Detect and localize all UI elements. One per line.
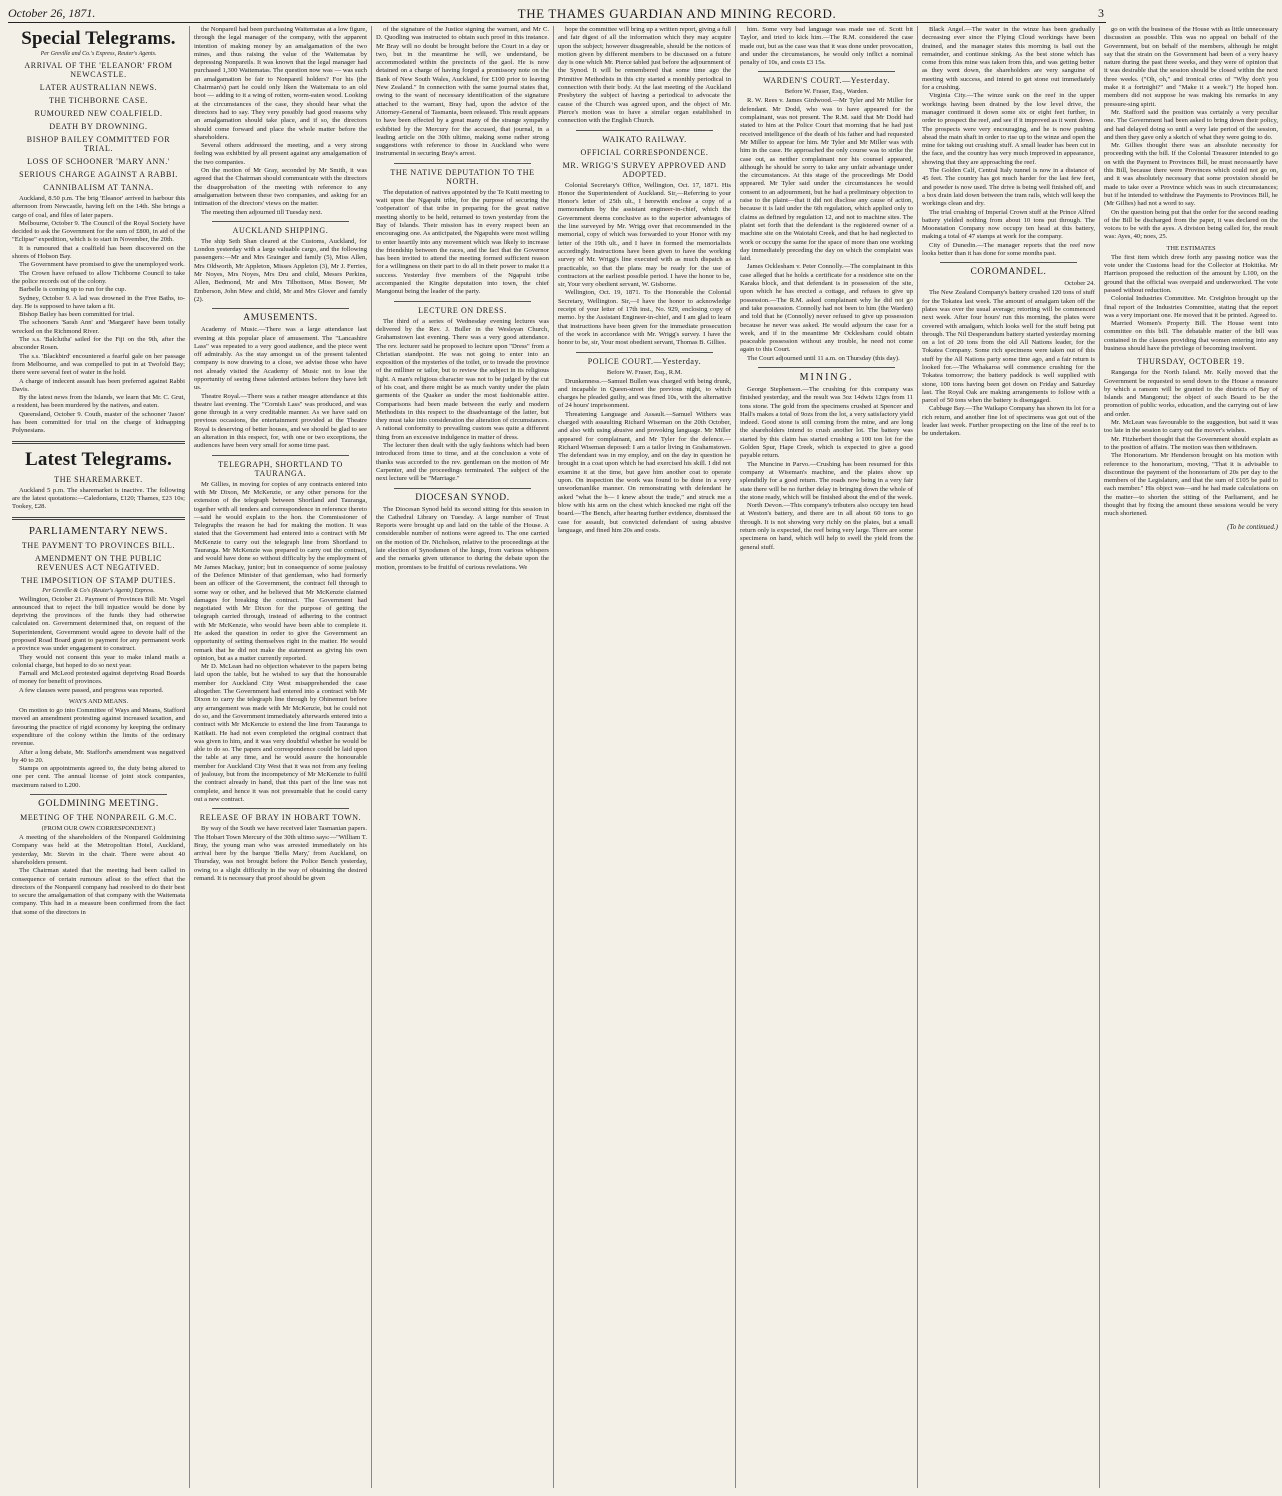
article-paragraph: Melbourne, October 9. The Council of the Royal Society have decided to ask the Government for the sum of £800, in aid of the "Eclipse" expedition, which is to start in November, the 20th. — [12, 219, 185, 244]
article-paragraph: Mr. McLean was favourable to the suggestion, but said it was too late in the session to carry out the mover's wishes. — [1104, 419, 1278, 435]
newspaper-title: THE THAMES GUARDIAN AND MINING RECORD. — [517, 6, 837, 21]
divider — [394, 488, 531, 489]
article-paragraph: It is rumoured that a coalfield has been discovered on the shores of Hobson Bay. — [12, 244, 185, 261]
divider — [576, 130, 713, 131]
article-paragraph: The s.s. 'Blackbird' encountered a fearful gale on her passage from Melbourne, and was compelled to put in at Twofold Bay; there were several feet of water in the hold. — [12, 352, 185, 377]
mining-heading: MINING. — [799, 371, 854, 383]
article-paragraph: They would not consent this year to make inland mails a colonial charge, but hoped to do so next year. — [12, 653, 185, 669]
subheading: LATER AUSTRALIAN NEWS. — [39, 83, 158, 92]
article-paragraph: The Crown have refused to allow Tichborne Council to take the police records out of the colony. — [12, 269, 185, 285]
column-1 — [8, 26, 190, 1488]
column-3 — [372, 26, 554, 1488]
article-paragraph: Academy of Music.—There was a large attendance last evening at this popular place of amusement. The "Lancashire Lass" was repeated to a very good audience, and the piece went off admirably. As the stay amongst us of the present talented company is now drawing to a close, we advise those who have not already visited the Academy of Music not to lose the opportunity of seeing these talented artistes before they have left us. — [194, 326, 367, 392]
article-paragraph: The third of a series of Wednesday evening lectures was delivered by the Rev. J. Buller in the Wesleyan Church, Grahamstown last evening. There was a very good attendance. The rev. lecturer said he proposed to lecture upon "Dress" from a Christian standpoint. He was not going to enter into an exposition of the mysteries of the toilet, or to invade the province of the milliner or tailor, but to review the subject in its religious light. A man's religious character was not to be judged by the cut of his coat, and there might be as much vanity under the plain garments of the Quaker as under the most fashionable attire. Comparisons had been made between the early and modern Methodists in this respect to the disadvantage of the latter, but they must take into consideration the alteration of circumstances. A rational conformity to prevailing custom was quite a different thing from an excessive indulgence in matter of dress. — [376, 317, 549, 441]
article-paragraph: The Court adjourned until 11 a.m. on Thursday (this day). — [747, 354, 900, 362]
article-paragraph: Mr. Fitzherbert thought that the Government should explain as to the position of affairs. The motion was then withdrawn. — [1104, 435, 1278, 451]
article-paragraph: The deputation of natives appointed by the Te Kuiti meeting to wait upon the Ngapuhi tribe, for the purpose of securing the 'coöperation' of that tribe in preparing for the great native meeting shortly to be held, returned to town yesterday from the Bay of Islands. Their mission has in every respect been an encouraging one. As anticipated, the Ngapuhis were most willing to enter heartily into any movement which was likely to increase the friendship between the races, and the fact that the Governor has been invited to attend the meeting formed sufficient reason for a willingness on their part to do all in their power to make it a success. Yesterday five members of the Ngapuhi tribe accompanied the Kingite deputation into town, the chief Mangonui being the leader of the party. — [376, 188, 549, 296]
columns — [8, 26, 1278, 1488]
goldmining-heading: GOLDMINING MEETING. — [38, 799, 159, 810]
article-paragraph: The Honorarium. Mr Henderson brought on his motion with reference to the honorarium, moving, "That it is advisable to discontinue the payment of the honorarium of 20s per day to the members of the Legislature, and that the sum of £105 be paid to each member." His object was—and he had made calculations on the matter—to shorten the sitting of the Parliament, and he thought that by fixing the amount these sessions would be very much shortened. — [1104, 452, 1278, 518]
article-paragraph: The Diocesan Synod held its second sitting for this session in the Cathedral Library on Tuesday. A large number of Trust Reports were brought up and laid on the table of the House. A considerable number of notions were agreed to. The one carried on the motion of Dr. Nicholson, relative to the proceedings at the late election of Synodsmen of the lungs, from various whispers and the remarks given utterance to during the debate upon the motion, promises to be fruitful of curious revelations. We — [376, 505, 549, 571]
article-paragraph: Cabbage Bay.—The Waikapo Company has shown its lot for a rich return, and another fine lot of specimens was got out of the leader last week. Further prospecting on the line of the reef is to be undertaken. — [922, 405, 1095, 438]
continued-note: (To be continued.) — [1227, 522, 1278, 531]
article-paragraph: Wellington, Oct. 19, 1871. To the Honorable the Colonial Secretary, Wellington. Sir,—I have the honor to acknowledge receipt of your letter of 17th inst., No. 929, enclosing copy of memo. by the Assistant Engineer-in-chief, and I am glad to learn that instructions have been given for the immediate prosecution of the work in accordance with Mr. Wrigg's survey. I have the honor to be, sir, Your most obedient servant, Thomas B. Gillies. — [558, 289, 731, 347]
subheading: BISHOP BAILEY COMMITTED FOR TRIAL. — [26, 135, 171, 153]
column-6 — [918, 26, 1100, 1488]
subheading: Before W. Fraser, Esq., Warden. — [784, 88, 869, 96]
article-paragraph: the Nonpareil had been purchasing Waitematas at a low figure, through the legal manager of the company, with the apparent intention of making money by an amalgamation of the two mines, and thus raising the value of the Waitematas by depressing Nonpareils. It was known that the legal manager had purchased 1,300 Waitematas. The question now was — was such an amalgamation be fair to Nonpareil holders? For his (the Chairman's) part he could only liken the Waitemata to an old boot — adding to it a wing of rotten, worm-eaten wood. Looking at the circumstances of the case, they should hear what the directors had to say. They very possibly had good reasons why an amalgamation should take place, and if so, the directors should come forward and place the whole matter before the shareholders. — [194, 26, 367, 141]
article-paragraph: The trial crushing of Imperial Crown stuff at the Prince Alfred battery yielded nothing from about 10 tons put through. The Moonstation Company now occupy ten head at this battery, making a total of 47 stamps at work for the company. — [922, 208, 1095, 241]
parliamentary-news-heading: PARLIAMENTARY NEWS. — [28, 524, 169, 537]
article-paragraph: Colonial Secretary's Office, Wellington, Oct. 17, 1871. His Honor the Superintendent of Auckland. Sir,—Referring to your Honor's letter of 25th ult., I herewith enclose a copy of a memorandum by the assistant engineer-in-chief, which the Government deems conclusive as to the superior advantages of the line surveyed by Mr. Wrigg over that recommended in the memorial, copy of which was forwarded to your Honor with my letter of the 19th ult., and I have in formed the memorialists accordingly. Instructions have been given to have the working survey of Mr. Wrigg's line executed with as much dispatch as practicable, so that the plans may be ready for the use of contractors at the earliest possible period. I have the honor to be, sir, Your very obedient servant, W. Gisborne. — [558, 181, 731, 289]
subheading: THE IMPOSITION OF STAMP DUTIES. — [21, 575, 176, 585]
latest-telegrams-heading: Latest Telegrams. — [25, 448, 172, 470]
article-paragraph: Virginia City.—The winze sunk on the reef in the upper workings having been drained by the low level drive, the manager continued it down some six or eight feet further, in order to prospect the reef, and see if it improved as it went down. The prospects were very encouraging, and he is now pushing ahead the main shaft in order to rise up to the winze and open the mine for taking out crushing stuff. A small leader has been cut in the face, and the country has very much improved in appearance, showing that they are approaching the reef. — [922, 92, 1095, 166]
article-paragraph: hope the committee will bring up a written report, giving a full and fair digest of all the information which they may acquire upon the subject; however disagreeable, should be the notices of motion given by different members to be discussed on a future day is one which Mr. Pierce tabled just before the adjournment of the Synod. It will be remembered that some time ago the Primitive Methodists in this city started a monthly periodical in connection with their body. At the last meeting of the Auckland Presbytery the subject of having a periodical to advocate the cause of the Church was agreed upon, and the object of Mr. Pierce's motion was to have a similar organ established in connection with the English Church. — [558, 26, 731, 125]
column-2 — [190, 26, 372, 1488]
dateline: October 24. — [1064, 280, 1095, 288]
subheading: THE SHAREMARKET. — [54, 474, 143, 484]
article-paragraph: Married Women's Property Bill. The House went into committee on this bill. The debatable matter of the bill was contained in the clauses providing that women entering into any business should have the privilege of becoming insolvent. — [1104, 320, 1278, 352]
article-paragraph: Bishop Bailey has been committed for trial. — [19, 311, 135, 319]
divider — [940, 262, 1077, 263]
column-4 — [554, 26, 736, 1488]
article-paragraph: Mr. Gillies thought there was an absolute necessity for proceeding with the bill. If the Colonial Treasurer intended to go on with the Payment to Provinces Bill, he must necessarily have this Bill, because there were Provinces which could not go on, and it was absolutely necessary that some provision should be made to take over a Province which was in such circumstances; but if he intended to withdraw the Payments to Provinces Bill, he (Mr Gillies) had not a word to say. — [1104, 142, 1278, 208]
article-paragraph: Threatening Language and Assault.—Samuel Withers was charged with assaulting Richard Wiseman on the 20th October, and also with using abusive and provoking language. Mr Miller appeared for complainant, and Mr Tyler for the defence.—Richard Wiseman deposed: I am a tailor living in Grahamstown. The defendant was in my employ, and on the day in question he brought in a coat upon which he had exercised his skill. I did not examine it at the time, but gave him another coat to operate upon. On inspection the work was found to be done in a very unworkmanlike manner. On remonstrating with defendant he asked "what the h— I knew about the trade," and struck me a blow with his arm on the chest which knocked me right off the board.—The Bench, after hearing further evidence, dismissed the case for assault, but convicted defendant of using abusive language, and fined him 20s and costs. — [558, 410, 731, 534]
article-paragraph: Farnall and McLeod protested against depriving Road Boards of money for benefit of provinces. — [12, 670, 185, 686]
divider — [758, 71, 895, 72]
divider — [576, 352, 713, 353]
subheading: DEATH BY DROWNING. — [49, 122, 148, 131]
article-paragraph: go on with the business of the House with as little unnecessary discussion as possible. This was no appeal on behalf of the Government, but on behalf of the members, although he might say that the strain on the Government had been of a very heavy nature during the past three weeks, and they were of opinion that it was desirable that the session should be closed within the next three weeks. ("Oh, oh," and ironical cries of "Why don't you make it a fortnight?" and "Make it a week.") He hoped hon. members did not suppose he was making his remarks in any pressure-sing spirit. — [1104, 26, 1278, 108]
article-paragraph: On the question being put that the order for the second reading of the Bill be discharged from the paper, it was declared on the voices to be with the ayes. A division being called for, the result was: Ayes, 40; noes, 25. — [1104, 208, 1278, 241]
issue-date: October 26, 1871. — [8, 6, 96, 20]
article-paragraph: Black Angel.—The water in the winze has been gradually decreasing ever since the Flying Cloud workings have been drained, and the manager states this morning is bail out the remainder, and continue sinking. As the best stone which has come from this mine was taken from this, and was getting better as they went down, the shareholders are very sanguine of meeting with success, and intend to get stone out immediately for a crushing. — [922, 26, 1095, 92]
divider — [12, 441, 185, 444]
subheading: THE TICHBORNE CASE. — [48, 96, 149, 105]
subheading: MEETING OF THE NONPAREIL G.M.C. — [20, 813, 177, 823]
coromandel-heading: COROMANDEL. — [970, 267, 1047, 278]
agency-line: Per Greville and Co.'s Express, Reuter's Agents. — [40, 51, 157, 57]
subheading: THE PAYMENT TO PROVINCES BILL. — [21, 540, 176, 550]
article-paragraph: Drunkenness.—Samuel Bullen was charged with being drunk, and incapable in Queen-street the previous night, to which charges he pleaded guilty, and was fined 10s, with the alternative of 24 hours' imprisonment. — [558, 377, 731, 410]
article-paragraph: On motion to go into Committee of Ways and Means, Stafford moved an amendment protesting against increased taxation, and favouring the practice of rigid economy by keeping the ordinary expenditure of the colony within the limits of the ordinary revenue. — [12, 707, 185, 748]
article-paragraph: Sydney, October 9. A lad was drowned in the Free Baths, to-day. He is supposed to have taken a fit. — [12, 294, 185, 310]
article-paragraph: Colonial Industries Committee. Mr. Creighton brought up the final report of the Industries Committee, stating that the report was a very important one. He moved that it be printed. Agreed to. — [1104, 295, 1278, 319]
subheading: RUMOURED NEW COALFIELD. — [34, 109, 163, 118]
waikato-heading: WAIKATO RAILWAY. — [602, 134, 687, 144]
subheading: AMENDMENT ON THE PUBLIC REVENUES ACT NEGATIVED. — [34, 553, 163, 572]
subheading: LOSS OF SCHOONER 'MARY ANN.' — [27, 157, 170, 166]
article-paragraph: North Devon.—This company's tributers also occupy ten head at Weston's battery, and there are in all about 60 tons to go through. It is not showing very richly on the plates, but a small return only is expected, the reef being very large. There are some specimens on hand, which will help to swell the yield from the general stuff. — [740, 502, 913, 551]
article-paragraph: Auckland 5 p.m. The sharemarket is inactive. The following are the latest quotations:—Caledonians, £120; Thames, £23 10s; Tookey, £28. — [12, 486, 185, 511]
article-paragraph: R. W. Rees v. James Girdwood.—Mr Tyler and Mr Miller for defendant. Mr Dodd, who was to have appeared for the complainant, was not present. The R.M. said that Mr Dodd had stated to him at the Police Court that morning that he had just received intelligence of the death of his father and had requested Mr Miller to appear for him. Mr Tyler and Mr Miller was with him in the case. He approached the only course was to strike the case out, as neither complainant nor his counsel appeared, although he should be sorry to take any unfair advantage under the circumstances. At this stage of the proceedings Mr Dodd appeared. Mr Tyler said under the circumstances he would consent to an adjournment, but he had a preliminary objection to raise to the plaint—that it did not disclose any cause of action, because it is laid under the 6th regulation, which applied only to claims as defined by regulation 12, and not to machine sites. The plaint set forth that the defendant is the registered owner of a machine site on the Waiotahi Creek, and that he had neglected to work or occupy the same for the space of more than one working day immediately preceding the day on which the complaint was laid. — [740, 97, 913, 263]
subheading: CANNIBALISM AT TANNA. — [43, 183, 154, 192]
article-paragraph: him. Some very bad language was made use of. Scott bit Taylor, and tried to kick him.—The R.M. considered the case made out, but as the case was that it was done under provocation, and under the circumstances, he would only inflict a nominal penalty of 10s, and costs £3 15s. — [740, 26, 913, 67]
article-paragraph: Mr Gillies, in moving for copies of any contracts entered into with Mr Dixon, Mr McKenzie, or any other persons for the extension of the telegraph between Shortland and Tauranga, together with all tenders and correspondence in reference thereto—said he would explain to the hon. the Commissioner of Telegraphs the reason he had for making the motion. It was stated that the Government had entered into a contract with Mr McKenzie to carry out the telegraph line from Shortland to Tauranga. Mr McKenzie was prepared to carry out the contract, and would have done so without difficulty by the employment of Mr James Mackay, junior; but in consequence of some jealousy of the Defence Minister of that gentleman, who had formerly been an officer of the Government, the contract fell through to some way or other, and he believed that Mr McKenzie claimed damages for breaking the contract. The Government had negotiated with Mr Dixon for the purpose of getting the telegraph carried through, instead of adhering to the contract with Mr McKenzie, who would have been able to complete it. He asked the question in order to give the Government an opportunity of setting themselves right in the matter. He would remark that he did not make the statement as giving his own opinion, but as a matter currently reported. — [194, 480, 367, 662]
article-paragraph: George Stephenson.—The crushing for this company was finished yesterday, and the result was 3oz 14dwts 12grs from 11 tons stone. The gold from the specimens crushed at Spencer and Hall's makes a total of 9ozs from the lot, a very satisfactory yield indeed. Good stone is still coming from the mine, and are long the shareholders intend to crush another lot. The battery was started by this claim has started crushing a 100 ton lot for the Golden Spur, Hape Creek, which is expected to give a good payable return. — [740, 385, 913, 460]
subheading: ARRIVAL OF THE 'ELEANOR' FROM NEWCASTLE. — [24, 61, 173, 79]
thursday-heading: THURSDAY, OCTOBER 19. — [1137, 357, 1245, 367]
article-paragraph: By the latest news from the Islands, we learn that Mr. C. Grut, a resident, has been murdered by the natives, and eaten. — [12, 394, 185, 410]
wardens-court-heading: WARDEN'S COURT.—Yesterday. — [763, 76, 890, 86]
special-telegrams-heading: Special Telegrams. — [21, 28, 176, 49]
subheading: OFFICIAL CORRESPONDENCE. — [580, 147, 709, 157]
article-paragraph: The lecturer then dealt with the ugly fashions which had been introduced from time to time, and at the conclusion a vote of thanks was accorded to the rev. gentleman on the motion of Mr Carpenter, and the proceedings terminated. The subject of the next lecture will be "Marriage." — [376, 442, 549, 483]
agency-line: Per Greville & Co's (Reuter's Agents) Express. — [42, 587, 155, 594]
article-paragraph: The ship Seth Shan cleared at the Customs, Auckland, for London yesterday with a large valuable cargo, and the following passengers:—Mr and Mrs Grainger and family (5), Miss Allen, Mrs Oldworth, Mr Appleton, Misses Appleton (3), Mr J. Ferries, Mr Noyes, Mrs Noyes, Mrs Dru and child, Messrs Perkins, Allen, Bedmond, Mr and Mrs Tilbottson, Miss Bower, Mr Emberson, John Mew and child, Mr and Mrs Glover and family (2). — [194, 237, 367, 303]
divider — [394, 163, 531, 164]
column-5 — [736, 26, 918, 1488]
article-paragraph: Ranganga for the North Island. Mr. Kelly moved that the Government be requested to send down to the House a measure by which a ransom will be granted to the districts of Bay of Islands and Mangonui; the object of such Board to be the promotion of public works, education, and the carrying out of law and order. — [1104, 369, 1278, 418]
article-paragraph: A few clauses were passed, and progress was reported. — [19, 686, 164, 694]
divider — [212, 808, 349, 809]
article-paragraph: A charge of indecent assault has been preferred against Rabbi Davis. — [12, 377, 185, 393]
article-paragraph: After a long debate, Mr. Stafford's amendment was negatived by 40 to 20. — [12, 748, 185, 764]
police-court-heading: POLICE COURT.—Yesterday. — [587, 356, 702, 366]
article-paragraph: The s.s. 'Balclutha' sailed for the Fiji on the 9th, after the absconder Rosen. — [12, 336, 185, 352]
telegraph-heading: TELEGRAPH, SHORTLAND TO TAURANGA. — [218, 459, 343, 478]
article-paragraph: Mr. Stafford said the position was certainly a very peculiar one. The Government had been asked to bring down their policy, and had delayed doing so until a very late period of the session, and then they gave only a sketch of what they were going to do. — [1104, 108, 1278, 141]
article-paragraph: The Muncine in Parvo.—Crushing has been resumed for this company at Wiseman's machine, and the plates show up splendidly for a good return. The roads now being in a very fair state there will be no further delay in bringing down the whole of the stone ready, which will be finished about the end of the week. — [740, 460, 913, 501]
subheading: THE ESTIMATES — [1166, 244, 1216, 252]
article-paragraph: Theatre Royal.—There was a rather meagre attendance at this theatre last evening. The "Cornish Lass" was produced, and was gone through in a very creditable manner. As we have said on previous occasions, the entertainment provided at the Theatre Royal is deserving of better houses, and we should be glad to see an alteration in this respect, for, with one or two exceptions, the audiences have been very small for some time past. — [194, 392, 367, 450]
article-paragraph: Stamps on appointments agreed to, the duty being altered to one per cent. The annual license of joint stock companies, maximum raised to L200. — [12, 765, 185, 789]
amusements-heading: AMUSEMENTS. — [243, 313, 318, 324]
subheading: SERIOUS CHARGE AGAINST A RABBI. — [19, 170, 178, 179]
article-paragraph: City of Dunedin.—The manager reports that the reef now looks better than it has done for some months past. — [922, 241, 1095, 258]
article-paragraph: Wellington, October 21. Payment of Provinces Bill: Mr. Vogel announced that to reject the bill injustice would be done by depriving the provinces of the funds they had otherwise calculated on. Government determined that, on request of the Superintendent, Government would agree to devote half of the proposed Road Board grant to payment for any permanent work a province was under engagement to construct. — [12, 595, 185, 653]
article-paragraph: Queensland, October 9. Couth, master of the schooner 'Jason' has been committed for trial on the charge of kidnapping Polynesians. — [12, 410, 185, 435]
page-number: 3 — [1098, 6, 1104, 20]
article-paragraph: The Government have promised to give the unemployed work. — [19, 261, 185, 269]
divider — [394, 301, 531, 302]
article-paragraph: James Ocklesham v. Peter Connolly.—The complainant in this case alleged that he holds a certificate for a residence site on the Karaka block, and that defendant is in possession of the site, upon which he has erected a cottage, and refuses to give up possession.—The R.M. asked complainant why he did not go and take possession. Connolly had not been to him (the Warden) and told that he (Connolly) never refused to give up possession because he never was asked. He would adjourn the case for a week, and if in the meantime Mr Ocklesham could obtain peaceable possession without any trouble, he need not come again to this Court. — [740, 263, 913, 354]
article-paragraph: Several others addressed the meeting, and a very strong feeling was exhibited by all present against any amalgamation of the two companies. — [194, 142, 367, 166]
native-deputation-heading: THE NATIVE DEPUTATION TO THE NORTH. — [390, 167, 535, 186]
article-paragraph: On the motion of Mr Gray, seconded by Mr Smith, it was agreed that the Chairman should communicate with the directors the disapprobation of the meeting with reference to any amalgamation between these two companies, and asking for an intimation of the directors' views on the matter. — [194, 167, 367, 208]
bray-heading: RELEASE OF BRAY IN HOBART TOWN. — [199, 813, 362, 823]
divider — [212, 221, 349, 222]
divider — [212, 455, 349, 456]
article-paragraph: By way of the South we have received later Tasmanian papers. The Hobart Town Mercury of the 30th ultimo says:—"William T. Bray, the young man who was arrested immediately on his arrival here by the barque 'Bella Mary,' from Auckland, on Thursday, was not brought before the Police Bench yesterday, owing to a slight difficulty in the way of obtaining the desired remand. It is necessary that proof should be given — [194, 825, 367, 883]
article-paragraph: The schooners 'Sarah Ann' and 'Margaret' have been totally wrecked on the Richmond River. — [12, 319, 185, 335]
subheading: Before W. Fraser, Esq., R.M. — [606, 368, 683, 376]
column-7 — [1100, 26, 1282, 1488]
divider — [212, 308, 349, 309]
divider — [12, 517, 185, 520]
article-paragraph: Barbelle is coming up to run for the cup. — [19, 286, 127, 294]
subheading: WAYS AND MEANS. — [68, 698, 129, 706]
article-paragraph: The New Zealand Company's battery crushed 120 tons of stuff for the Tokatea last week. The amount of amalgam taken off the plates was over the usual average; retorting will be commenced next week. After four hours' run this morning, the plates were covered with amalgam, which looks well for the stuff being put through. The Nil Desperandum battery started yesterday morning on a lot of 20 tons from the old All Nations leader, for the Tokatea Company. Some rich specimens were taken out of this stuff by the All Nations party some time ago, and a fair return is looked for.—The Whakaroa will commence crushing for the Tokatea tomorrow; the battery paddock is well supplied with stone, 100 tons having been got down on Friday and Saturday last. The Royal Oak are making arrangements to follow with a parcel of 50 tons when the battery is disengaged. — [922, 289, 1095, 405]
divider — [30, 794, 167, 795]
lecture-heading: LECTURE ON DRESS. — [418, 305, 507, 315]
article-paragraph: of the signature of the Justice signing the warrant, and Mr C. D. Quodling was instructed to obtain such proof in this instance. Mr Bray will no doubt be brought before the Court in a day or two, but in the meantime he will, we understand, be accommodated within the precincts of the gaol. He is now detained on a charge of having forged a promissory note on the Bank of New South Wales, Auckland, for £100 prior to leaving New Zealand." In connection with the same journal states that, owing to the want of necessary identification of the signature attached to the warrant, Bray had, upon the advice of the Attorney-General of Tasmania, been released. This result appears to have been effected by a great many of the strange sympathy exhibited by the Mercury for the accused, that journal, in a leading article on the 30th ultimo, making some rather strong suggestions with reference to those in Auckland who were instrumental in securing Bray's arrest. — [376, 26, 549, 158]
article-paragraph: The Chairman stated that the meeting had been called in consequence of certain rumours afloat to the effect that the directors of the Nonpareil company had resolved to do their best to secure the amalgamation of that company with the Waitemata company. This had in a measure been confirmed from the fact that some of the directors in — [12, 867, 185, 916]
article-paragraph: The Golden Calf, Central Italy tunnel is now in a distance of 45 feet. The country has got much harder for the last few feet, and powder is now used. The drive is being well finished off, and a box drain laid down between the tram rails, which will keep the workings clean and dry. — [922, 167, 1095, 208]
subheading: MR. WRIGG'S SURVEY APPROVED AND ADOPTED. — [562, 160, 727, 179]
article-paragraph: The first item which drew forth any passing notice was the vote under the Customs head for the Collector at Hokitika. Mr Harrison proposed the reduction of the amount by L100, on the ground that the official was overpaid and underworked. The vote passed without reduction. — [1104, 253, 1278, 294]
synod-heading: DIOCESAN SYNOD. — [415, 492, 510, 503]
shipping-heading: AUCKLAND SHIPPING. — [232, 225, 329, 235]
article-paragraph: Auckland, 8.50 p.m. The brig 'Eleanor' arrived in harbour this afternoon from Newcastle, having left on the 14th. She brings a cargo of coal, and files of later papers. — [12, 195, 185, 219]
article-paragraph: Mr D. McLean had no objection whatever to the papers being laid upon the table, but he wished to say that the honourable member for Auckland City West misapprehended the case altogether. The Government had entered into a contract with Mr Dixon to carry the telegraph line through by Ohinemuri before any arrangement was made with Mr McKenzie, but he could not do so, and the Government immediately afterwards entered into a contract with Mr McKenzie to extend the line from Tauranga to Katikati. He had not even completed the original contract that was given to him, and it was very doubtful whether he would be able to do so. The papers and correspondence could be laid upon the table at any time, and he would assure the honourable member for Auckland City West that it was not from any feeling of jealousy, but from the incompetency of Mr McKenzie to fulfil the contract already in hand, that this part of the line was not complete, and hence it was not presumable that he could carry out a new contract. — [194, 663, 367, 803]
article-paragraph: A meeting of the shareholders of the Nonpareil Goldmining Company was held at the Metropolitan Hotel, Auckland, yesterday, Mr. Stevin in the chair. There were about 40 shareholders present. — [12, 834, 185, 866]
subheading: (FROM OUR OWN CORRESPONDENT.) — [41, 825, 156, 833]
masthead — [8, 6, 1106, 23]
article-paragraph: The meeting then adjourned till Tuesday next. — [201, 208, 323, 216]
divider — [758, 367, 895, 368]
